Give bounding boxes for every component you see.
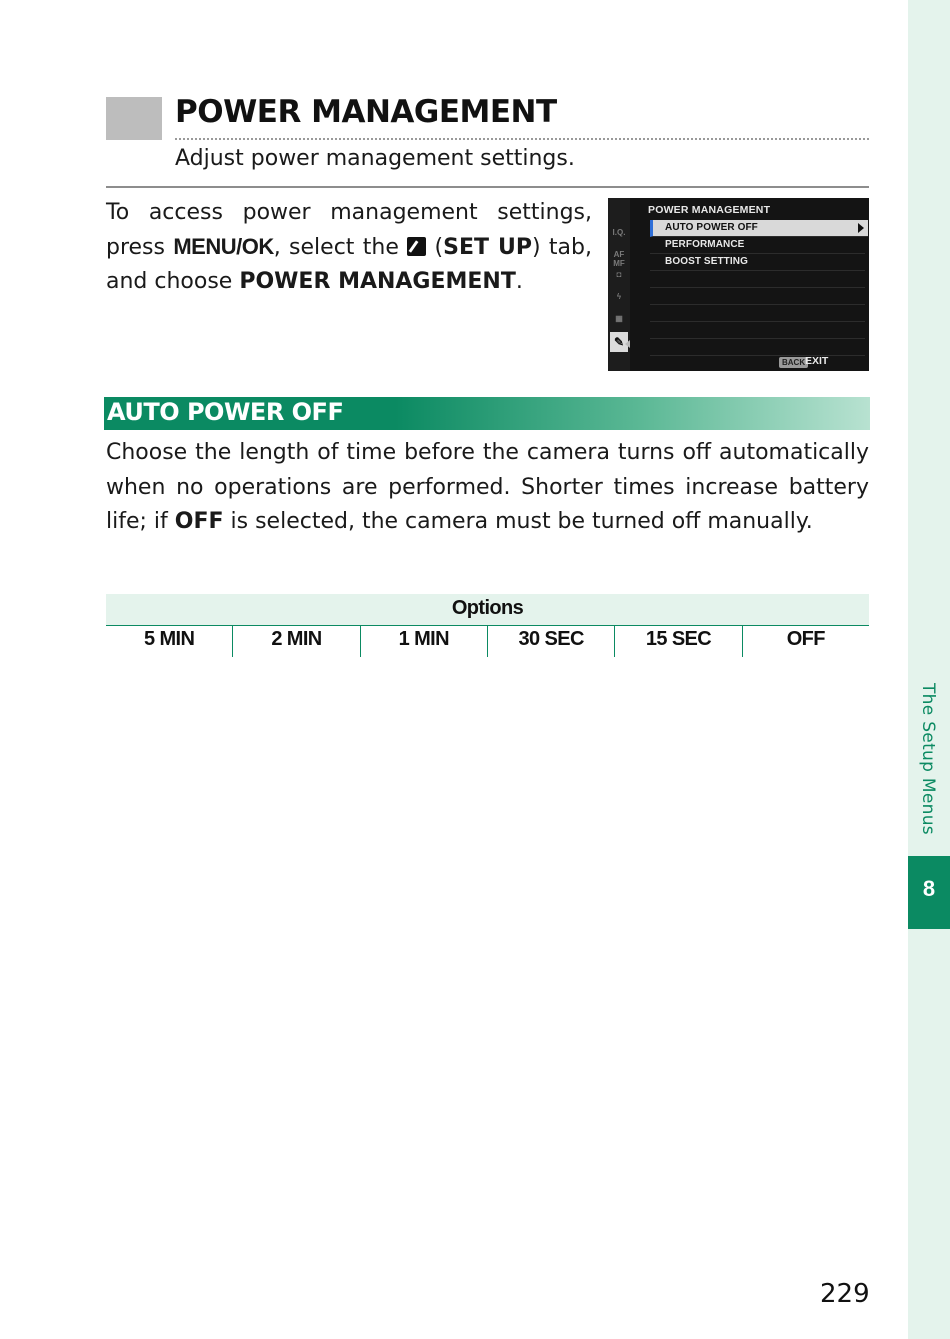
setup-tab-label: SET UP [443,235,532,260]
camera-menu-item: PERFORMANCE [650,237,865,254]
camera-tab-afmf: AF MF [613,250,625,268]
camera-menu-screenshot [608,198,869,371]
custom-icon: ▦ [615,314,623,323]
intro-paragraph: To access power management settings, press MENU/OK, select the (SET UP) tab, and choose POWER MANAGEMENT. [106,200,592,294]
option-cell: 2 MIN [233,626,360,657]
camera-menu-empty-row [650,322,865,339]
option-cell: 1 MIN [361,626,488,657]
options-table-header [106,594,869,626]
chapter-title: The Setup Menus [918,683,938,835]
subsection-heading: AUTO POWER OFF [107,398,344,426]
option-cell: 5 MIN [106,626,233,657]
camera-menu-item: AUTO POWER OFF [650,220,868,237]
option-cell: 15 SEC [615,626,742,657]
camera-icon: ◘ [616,270,622,279]
side-tab [908,0,950,1339]
camera-screen-title: POWER MANAGEMENT [648,204,771,216]
wrench-icon [407,237,426,256]
auto-power-off-description: Choose the length of time before the camera turns off automatically when no operations are performed. Shorter times increase battery life; if OFF is selected, the camera must be turned off manually. [106,440,869,534]
tab-caret-icon [625,340,630,348]
options-header-label: Options [451,597,524,619]
camera-menu-empty-row [650,339,865,356]
submenu-arrow-icon [858,223,864,233]
exit-label: EXIT [805,355,829,367]
title-marker [106,97,162,140]
option-cell: 30 SEC [488,626,615,657]
flash-icon: ϟ [616,292,622,301]
chapter-badge [908,856,950,929]
page-subtitle: Adjust power management settings. [175,146,575,171]
camera-menu-item: BOOST SETTING [650,254,865,271]
subsection-heading-bar [104,397,870,430]
title-divider [175,138,869,140]
page-title: POWER MANAGEMENT [175,94,557,130]
chapter-number: 8 [922,876,936,901]
camera-menu-empty-row [650,271,865,288]
options-table-row [106,626,869,657]
option-cell: OFF [786,628,825,650]
section-divider [106,186,869,188]
off-option-label: OFF [174,509,224,534]
setup-wrench-icon: ✎ [610,332,628,352]
menu-ok-button-label: MENU/OK [173,234,274,259]
page-number: 229 [820,1279,870,1309]
target-menu-label: POWER MANAGEMENT [239,269,516,294]
back-button-icon: BACK [779,357,808,368]
camera-menu-empty-row [650,305,865,322]
camera-menu-empty-row [650,288,865,305]
camera-tab-iq: I.Q. [612,228,626,237]
